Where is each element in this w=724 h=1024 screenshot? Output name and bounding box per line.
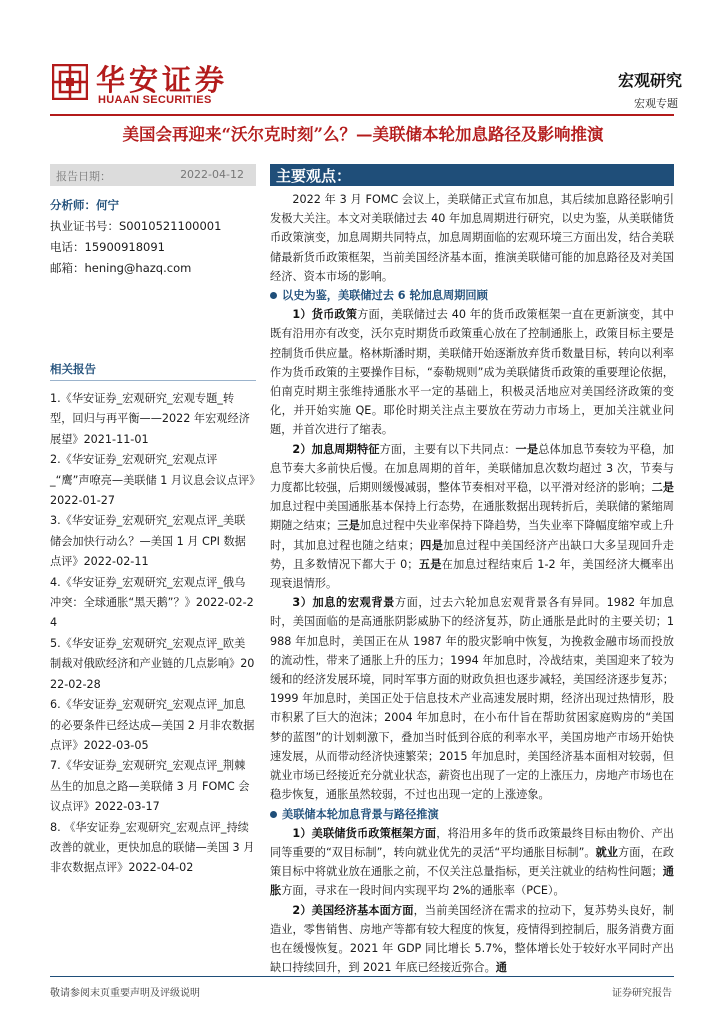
analyst-name: 分析师：何宁 [50,198,119,212]
section-heading-outlook: 美联储本轮加息背景与路径推演 [270,805,674,824]
paragraph-hike-features [270,440,674,594]
related-report-item[interactable]: 8. 《华安证券_宏观研究_宏观点评_持续改善的就业，更快加息的联储—美国 3 月非农数据点评》2022-04-02 [50,820,255,875]
text-span: 总体加息节奏较为平稳，加息节奏大多前快后慢。在加息周期的首年，美联储加息次数均超过 3 次，节奏与力度都比较强，后期则缓慢减弱，整体节奏相对平稳，以平滑对经济的影响； [270,442,674,495]
related-report-item[interactable]: 2.《华安证券_宏观研究_宏观点评_“鹰”声嘹亮—美联储 1 月议息会议点评》2022-01-27 [50,453,255,508]
bold-marker: 四是 [419,538,444,552]
footer-divider [50,976,674,977]
bold-marker: 就业 [595,845,618,859]
section-heading-history: 以史为鉴，美联储过去 6 轮加息周期回顾 [270,286,674,305]
main-content [270,164,674,977]
huaan-logo-icon [52,64,88,100]
report-header [0,0,724,144]
text-span: ，当前美国经济在需求的拉动下，复苏势头良好，制造业，零售销售、房地产等都有较大程度的恢复，疫情得到控制后，服务消费方面也在缓慢恢复。2021 年 GDP 同比增长 5.7%，整体增长处于较好水平同时产出缺口持续回升，到 2021 年底已经接近弥合。 [270,903,674,975]
report-date-value: 2022-04-12 [180,168,244,181]
lead-macro-background: 3）加息的宏观背景 [292,596,395,610]
key-points-body [270,190,674,977]
text-span: 方面，主要有以下共同点： [379,442,516,456]
text-span: ，将沿用多年的货币政策最终目标由物价、产出同等重要的“双目标制”，转向就业优先的灵活“平均通胀目标制”。 [270,826,674,859]
paragraph-monetary-policy [270,305,674,439]
related-report-item[interactable]: 7.《华安证券_宏观研究_宏观点评_荆棘丛生的加息之路—美联储 3 月 FOMC 会议点评》2022-03-17 [50,759,250,814]
text-macro-background: 方面，过去六轮加息宏观背景各有异同。1982 年加息时，美国面临的是高通胀阴影威胁下的经济复苏，防止通胀是此时的主要关切；1988 年加息时，美国正在从 1987 年的股灾影响中恢复，为挽救金融市场而投放的流动性，带来了通胀上升的压力；1994 年加息时，冷战结束，美国迎来了较为缓和的经济发展环境，同时军事方面的财政负担也逐步减轻，美国经济逐步复苏；1999 年加息时，美国正处于信息技术产业高速发展时期，经济出现过热情形，股市积累了巨大的泡沫；2004 年加息时，在小布什旨在帮助贫困家庭购房的“美国梦的蓝图”的计划刺激下，叠加当时低到谷底的利率水平，美国房地产市场开始快速发展，从而带动经济快速繁荣；2015 年加息时，美国经济基本面相对较弱，但就业市场已经接近充分就业状态，薪资也出现了一定的上涨压力，房地产市场也在稳步恢复，通胀虽然较弱，不过也出现一定的上涨迹象。 [270,596,674,802]
footer-label: 证券研究报告 [612,988,672,999]
bold-marker: 通 [495,961,507,975]
report-date-bar [50,164,256,186]
bold-marker: 一是 [515,442,539,456]
text-span: 方面，寻求在一段时间内实现平均 2%的通胀率（PCE）。 [281,884,565,898]
lead-monetary-policy: 1）货币政策 [292,308,358,322]
paragraph-policy-framework [270,824,674,901]
bold-marker: 二是 [651,481,674,495]
text-span: 方面，在政策目标中将就业放在通胀之前，不仅关注总量指标，更关注就业的结构性问题； [270,845,674,879]
text-span: 加息过程中美国通胀基本保持上行态势，在通胀数据出现转折后，美联储的紧缩周期随之结束； [270,500,674,533]
related-reports-list [50,389,256,879]
logo-wordmark-cn: 华安证券 [96,63,229,97]
bold-marker: 三是 [337,519,360,533]
related-report-item[interactable]: 1.《华安证券_宏观研究_宏观专题_转型，回归与再平衡——2022 年宏观经济展望》2021-11-01 [50,392,250,446]
related-report-item[interactable]: 6.《华安证券_宏观研究_宏观点评_加息的必要条件已经达成—美国 2 月非农数据点评》2022-03-05 [50,698,255,752]
related-reports-title: 相关报告 [50,361,256,381]
logo-wordmark-en: HUAAN SECURITIES [98,94,212,106]
report-subcategory: 宏观专题 [634,97,678,110]
paragraph-macro-background [270,593,674,804]
key-points-header [270,164,674,186]
related-report-item[interactable]: 5.《华安证券_宏观研究_宏观点评_欧美制裁对俄欧经济和产业链的几点影响》2022-02-28 [50,636,255,691]
header-divider [50,114,674,116]
text-span: 加息过程中失业率保持下降趋势，当失业率下降幅度缩窄或上升时，其加息过程也随之结束； [270,519,674,552]
analyst-cert: 执业证书号：S0010521100001 [50,219,222,233]
lead-policy-framework: 1）美联储货币政策框架方面 [292,826,437,840]
key-points-title: 主要观点： [276,167,352,185]
related-report-item[interactable]: 3.《华安证券_宏观研究_宏观点评_美联储会加快行动么？—美国 1 月 CPI 数据点评》2022-02-11 [50,514,246,569]
lead-hike-features: 2）加息周期特征 [292,442,380,456]
report-date-label: 报告日期： [56,170,111,183]
report-title: 美国会再迎来“沃尔克时刻”么？—美联储本轮加息路径及影响推演 [122,125,604,144]
lead-fundamentals: 2）美国经济基本面方面 [292,903,414,917]
paragraph-fundamentals [270,901,674,978]
report-category: 宏观研究 [617,71,682,90]
text-span: 加息过程中美国经济产出缺口大多呈现回升走势，且多数情况下都大于 0； [270,538,674,571]
analyst-phone: 电话：15900918091 [50,240,165,254]
bold-marker: 通胀 [270,865,674,898]
footer-disclaimer: 敬请参阅末页重要声明及评级说明 [50,988,200,999]
bold-marker: 五是 [418,557,442,571]
intro-paragraph: 2022 年 3 月 FOMC 会议上，美联储正式宣布加息，其后续加息路径影响引发极大关注。本文对美联储过去 40 年加息周期进行研究，以史为鉴，从美联储货币政策演变，加息周期共同特点，加息周期面临的宏观环境三方面出发，结合美联储最新货币政策框架，当前美国经济基本面，推演美联储可能的加息路径及对美国经济、资本市场的影响。 [270,193,674,283]
sidebar [50,164,256,879]
analyst-email: 邮箱：hening@hazq.com [50,261,192,275]
text-monetary-policy: 方面，美联储过去 40 年的货币政策框架一直在更新演变，其中既有沿用亦有改变，沃尔克时期货币政策重心放在了控制通胀上，政策目标主要是控制货币供应量。格林斯潘时期，美联储开始逐渐放弃货币数量目标，转向以利率作为货币政策的主要操作目标，“泰勒规则”成为美联储货币政策的重要理论依据，伯南克时期主张维持通胀水平一定的基础上，积极灵活地应对美国经济政策的变化，并开始实施 QE。耶伦时期关注点主要放在劳动力市场上，更加关注就业问题，并首次进行了缩表。 [270,308,674,437]
related-report-item[interactable]: 4.《华安证券_宏观研究_宏观点评_俄乌冲突：全球通胀“黑天鹅”？》2022-02-24 [50,575,254,630]
text-span: 在加息过程结束后 1-2 年，美国经济大概率出现衰退情形。 [270,557,674,591]
analyst-info [50,195,256,279]
